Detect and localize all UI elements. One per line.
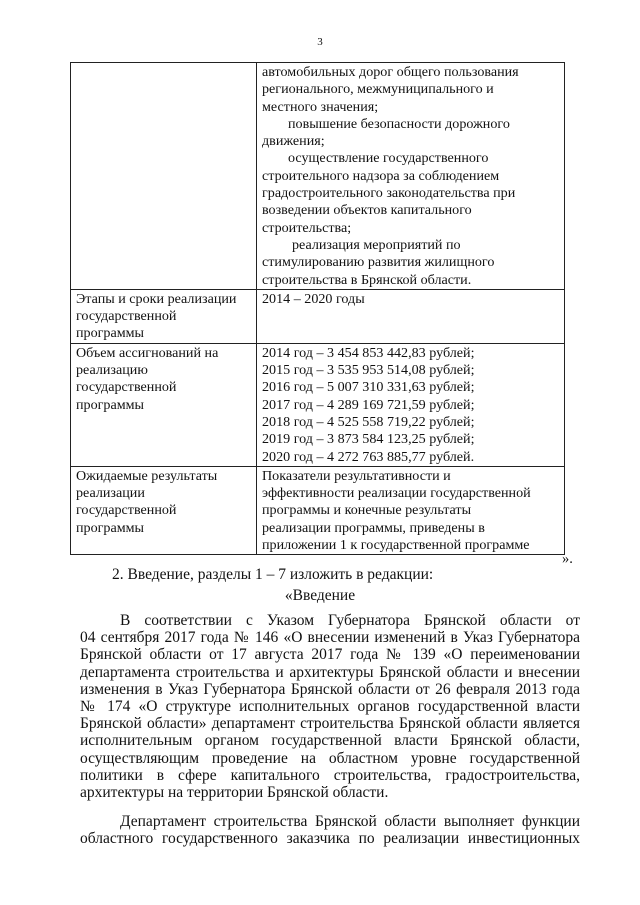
row-content-cell — [257, 343, 565, 466]
row-content-line: повышение безопасности дорожного — [288, 115, 510, 132]
paragraph-line: № 174 «О структуре исполнительных органов государственной власти — [80, 698, 580, 716]
paragraph-line: Брянской области» департамент строительства Брянской области является — [80, 715, 580, 733]
table-row — [71, 289, 565, 343]
row-content-line: 2014 – 2020 годы — [262, 290, 365, 307]
table-row — [71, 466, 565, 554]
row-content-cell — [257, 466, 565, 554]
paragraph-line: исполнительным органом государственной власти Брянской области, — [80, 732, 580, 750]
row-content-line: реализации программы, приведены в — [262, 519, 485, 536]
row-label-line: Ожидаемые результаты — [76, 467, 218, 484]
row-label-line: программы — [76, 325, 145, 342]
row-content-line: 2016 год – 5 007 310 331,63 рублей; — [262, 379, 475, 396]
row-label-line: Объем ассигнований на — [76, 344, 219, 361]
row-content-line: строительного надзора за соблюдением — [262, 167, 500, 184]
paragraph-line: осуществляющим проведение на областном уровне государственной — [80, 749, 580, 767]
row-label-line: программы — [76, 519, 145, 536]
row-content-line: возведении объектов капитального — [262, 202, 472, 219]
row-label-cell — [71, 343, 257, 466]
row-content-line: программы и конечные результаты — [262, 502, 472, 519]
row-content-line: эффективности реализации государственной — [262, 485, 531, 502]
program-passport-table — [70, 62, 565, 555]
paragraph-2 — [80, 813, 580, 847]
row-label-line: программы — [76, 396, 145, 413]
row-label-line: Этапы и сроки реализации — [76, 290, 237, 307]
row-content-cell — [257, 289, 565, 343]
paragraph-line: департамента строительства и архитектуры Брянской области и внесении — [80, 663, 580, 681]
section-heading: 2. Введение, разделы 1 – 7 изложить в редакции: — [112, 566, 434, 583]
row-label-line: реализацию — [76, 362, 148, 379]
page-number: 3 — [317, 36, 323, 48]
row-content-line: строительства; — [262, 219, 352, 236]
row-content-line: 2019 год – 3 873 584 123,25 рублей; — [262, 431, 475, 448]
row-content-line: движения; — [262, 133, 325, 150]
row-content-line: 2017 год – 4 289 169 721,59 рублей; — [262, 396, 475, 413]
paragraph-line: 04 сентября 2017 года № 146 «О внесении изменений в Указ Губернатора — [80, 629, 580, 647]
row-content-cell — [257, 63, 565, 290]
row-label-cell — [71, 466, 257, 554]
row-content-line: местного значения; — [262, 98, 379, 115]
paragraph-1 — [80, 612, 580, 801]
paragraph-line: Департамент строительства Брянской области выполняет функции — [120, 813, 580, 830]
row-label-line: государственной — [76, 502, 177, 519]
paragraph-line: изменения в Указ Губернатора Брянской области от 26 февраля 2013 года — [80, 680, 580, 698]
closing-quote: ». — [562, 551, 573, 567]
row-label-line: государственной — [76, 308, 177, 325]
table-row — [71, 343, 565, 466]
row-content-line: осуществление государственного — [288, 150, 489, 167]
paragraph-line: В соответствии с Указом Губернатора Брянской области от — [120, 612, 580, 629]
row-label-cell — [71, 289, 257, 343]
row-content-line: автомобильных дорог общего пользования — [262, 64, 519, 80]
row-label-cell — [71, 63, 257, 290]
paragraph-line: архитектуры на территории Брянской области. — [80, 784, 389, 802]
row-content-line: приложении 1 к государственной программе — [262, 537, 530, 554]
row-content-line: 2014 год – 3 454 853 442,83 рублей; — [262, 344, 475, 361]
row-label-line: государственной — [76, 379, 177, 396]
row-content-line: реализация мероприятий по — [292, 236, 461, 253]
row-content-line: регионального, межмуниципального и — [262, 81, 494, 98]
paragraph-line: Брянской области от 17 августа 2017 года № 139 «О переименовании — [80, 646, 580, 664]
row-content-line: Показатели результативности и — [262, 467, 451, 484]
intro-title: «Введение — [284, 587, 356, 604]
row-content-line: 2018 год – 4 525 558 719,22 рублей; — [262, 413, 475, 430]
row-content-line: 2015 год – 3 535 953 514,08 рублей; — [262, 362, 475, 379]
row-content-line: 2020 год – 4 272 763 885,77 рублей. — [262, 448, 475, 465]
row-label-line: реализации — [76, 485, 145, 502]
paragraph-line: политики в сфере капитального строительства, градостроительства, — [80, 766, 580, 784]
table-row — [71, 63, 565, 290]
row-content-line: стимулированию развития жилищного — [262, 254, 495, 271]
row-content-line: строительства в Брянской области. — [262, 271, 472, 288]
paragraph-line: областного государственного заказчика по реализации инвестиционных — [80, 830, 580, 848]
row-content-line: градостроительного законодательства при — [262, 185, 516, 202]
